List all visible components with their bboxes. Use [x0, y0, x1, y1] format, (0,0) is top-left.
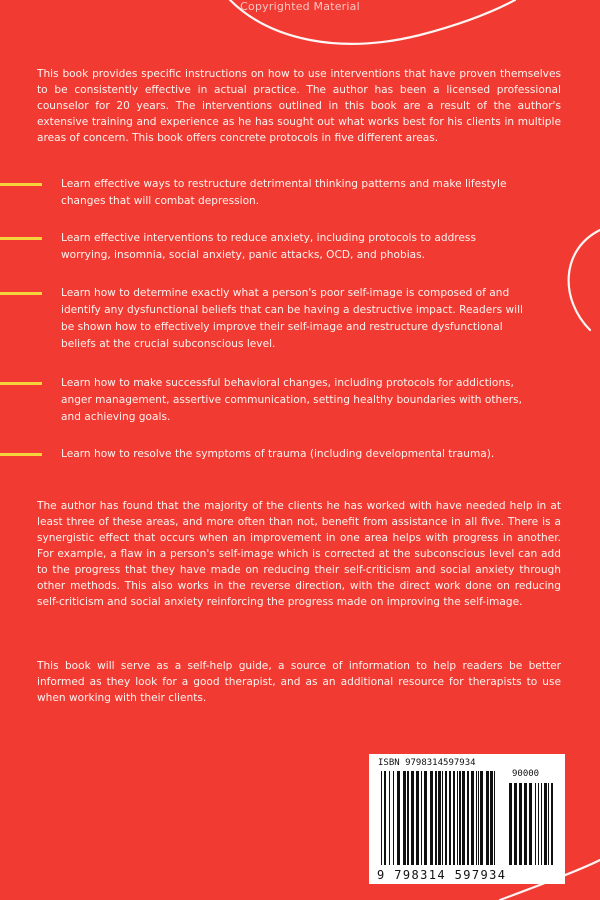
barcode-bar [494, 771, 495, 865]
barcode-bar [442, 771, 443, 865]
bullet-text: Learn how to make successful behavioral changes, including protocols for addictions, anger management, assertive communication, setting healthy boundaries with others, and achieving goals. [61, 377, 522, 423]
bullet-bar [0, 453, 42, 456]
isbn-label: ISBN 9798314597934 [378, 758, 476, 768]
isbn-digits: 9 798314 597934 [377, 868, 507, 882]
barcode-bar [453, 771, 455, 865]
barcode-bar [524, 783, 527, 865]
barcode-bar [397, 771, 400, 865]
bullet-text: Learn how to determine exactly what a person's poor self-image is composed of and identify any dysfunctional beliefs that can be having a destructive impact. Readers will be shown how to effectively improve their self-image and restructure dysfunctional beliefs at the crucial subconscious level. [61, 287, 523, 350]
barcode-bar [438, 771, 441, 865]
barcode-bar [445, 771, 447, 865]
barcode-bar [459, 771, 461, 865]
barcode-bar [541, 783, 542, 865]
barcode-bar [381, 771, 382, 865]
barcode-bar [478, 771, 479, 865]
barcode-bar [457, 771, 458, 865]
barcode-bar [462, 771, 465, 865]
barcode-bar [424, 771, 427, 865]
price-code: 90000 [512, 769, 540, 779]
synergy-paragraph: The author has found that the majority of the clients he has worked with have needed help in at least three of these areas, and more often than not, benefit from assistance in all five. There is a synergistic effect that occurs when an improvement in one area helps with progress in another. For example, a flaw in a person's self-image which is corrected at the subconscious level can add to the progress that they have made on reducing their self-criticism and social anxiety through other methods. This also works in the reverse direction, with the direct work done on reducing self-criticism and social anxiety reinforcing the progress made on improving the self-image. [37, 500, 561, 608]
barcode-bar [430, 771, 433, 865]
barcode-bar [467, 771, 469, 865]
barcode-bar [449, 771, 451, 865]
bullet-bar [0, 382, 42, 385]
barcode-bar [551, 783, 553, 865]
bullet-text: Learn effective interventions to reduce anxiety, including protocols to address worrying, insomnia, social anxiety, panic attacks, OCD, and phobias. [61, 232, 476, 261]
barcode-bar [471, 771, 474, 865]
barcode-bar [544, 783, 547, 865]
barcode-bar [538, 783, 539, 865]
barcode-bar [435, 771, 437, 865]
barcode-bar [411, 771, 414, 865]
barcode-bar [389, 771, 390, 865]
barcode-bar [480, 771, 483, 865]
barcode-bar [421, 771, 422, 865]
barcode-bar [407, 771, 409, 865]
barcode-bar [486, 771, 489, 865]
barcode-bar [476, 771, 477, 865]
barcode-bar [403, 771, 406, 865]
barcode-bar [535, 783, 536, 865]
barcode-bar [548, 783, 549, 865]
intro-paragraph: This book provides specific instructions on how to use interventions that have proven themselves to be consistently effective in actual practice. The author has been a licensed professional counselor for 20 years. The interventions outlined in this book are a result of the author's extensive training and experience as he has sought out what works best for his clients in multiple areas of concern. This book offers concrete protocols in five different areas. [37, 68, 561, 144]
barcode-bar [490, 771, 493, 865]
bullet-bar [0, 292, 42, 295]
bullet-text: Learn effective ways to restructure detrimental thinking patterns and make lifestyle changes that will combat depression. [61, 178, 507, 207]
barcode-bar [519, 783, 522, 865]
barcode-bar [509, 783, 512, 865]
barcode-bar [514, 783, 517, 865]
barcode-icon [379, 771, 555, 867]
bullet-bar [0, 183, 42, 186]
barcode-bar [393, 771, 394, 865]
barcode-bar [529, 783, 532, 865]
copyright-watermark: Copyrighted Material [240, 0, 360, 13]
bullet-text: Learn how to resolve the symptoms of trauma (including developmental trauma). [61, 448, 495, 460]
closing-paragraph: This book will serve as a self-help guide, a source of information to help readers be better informed as they look for a good therapist, and as an additional resource for therapists to use when working with their clients. [37, 660, 561, 704]
isbn-barcode-box [369, 754, 565, 884]
bullet-bar [0, 237, 42, 240]
barcode-bar [384, 771, 386, 865]
barcode-bar [416, 771, 419, 865]
